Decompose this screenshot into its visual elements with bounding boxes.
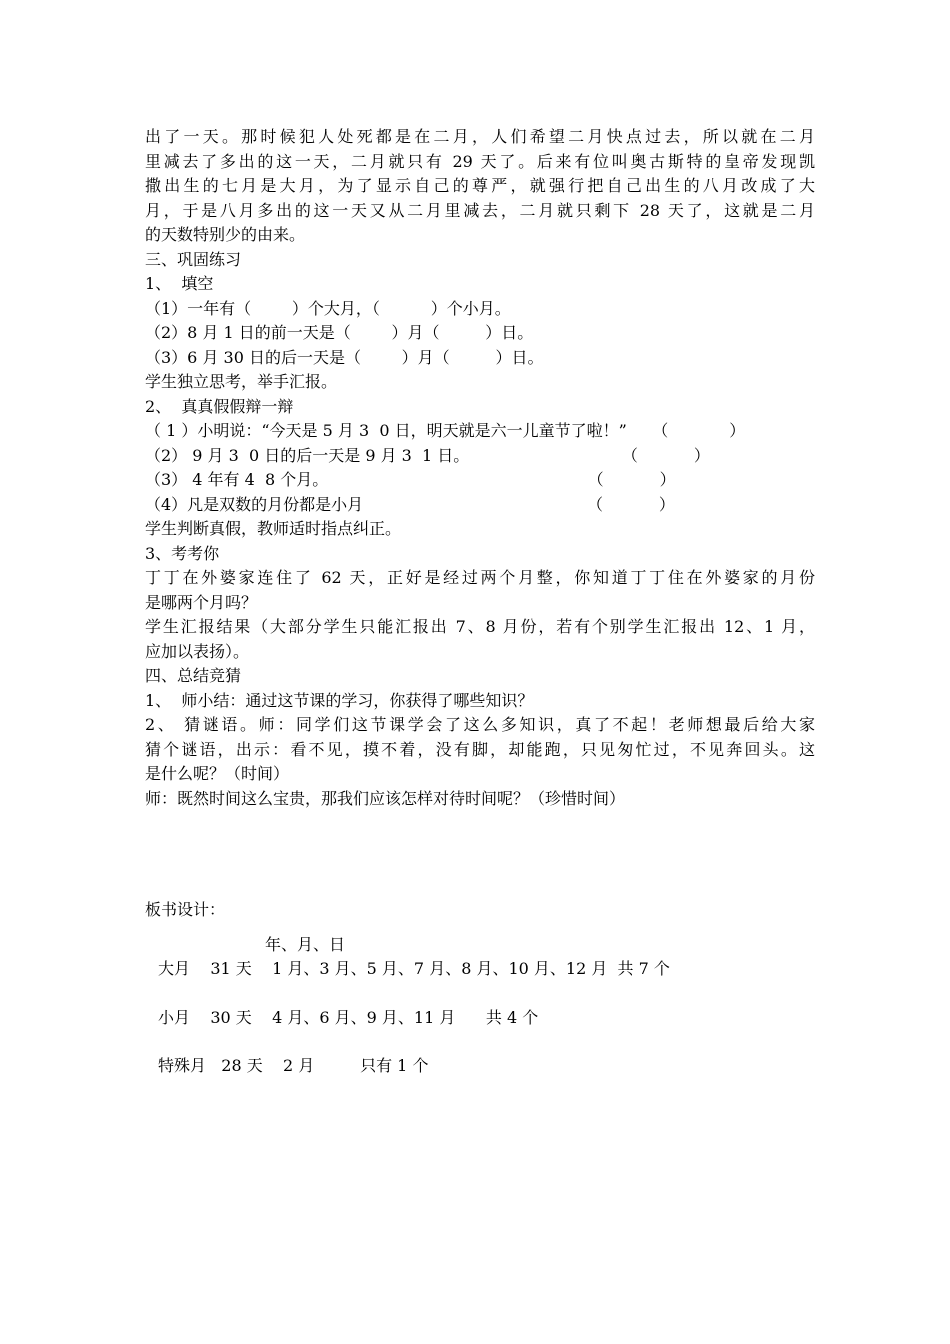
paragraph-line: 师：既然时间这么宝贵，那我们应该怎样对待时间呢？（珍惜时间）	[145, 788, 626, 808]
paragraph-line: 1、 师小结：通过这节课的学习，你获得了哪些知识？	[145, 690, 534, 710]
section-heading: 四、总结竞猜	[145, 666, 242, 685]
paragraph-line: 2、 猜谜语。师：同学们这节课学会了这么多知识，真了不起！老师想最后给大家	[145, 715, 815, 734]
board-row-big-month: 大月 31 天 1 月、3 月、5 月、7 月、8 月、10 月、12 月 共 7 个	[158, 959, 670, 978]
teaching-note: 应加以表扬）。	[145, 641, 250, 661]
paragraph-line: 月，于是八月多出的这一天又从二月里减去，二月就只剩下 28 天了，这就是二月	[145, 200, 815, 220]
teaching-note: 学生独立思考，举手汇报。	[145, 372, 338, 391]
section-heading: 三、巩固练习	[145, 249, 242, 269]
true-false-item: （ 1 ）小明说：“今天是 5 月 3 0 日，明天就是六一儿童节了啦！” （ ）	[145, 421, 746, 440]
paragraph-line: 丁丁在外婆家连住了 62 天，正好是经过两个月整，你知道丁丁住在外婆家的月份	[145, 568, 815, 587]
teaching-note: 学生汇报结果（大部分学生只能汇报出 7、8 月份，若有个别学生汇报出 12、1 月，	[145, 617, 815, 636]
board-title: 板书设计：	[145, 900, 226, 919]
paragraph-line: 出了一天。那时候犯人处死都是在二月，人们希望二月快点过去，所以就在二月	[145, 127, 815, 146]
board-heading: 年、月、日	[265, 934, 346, 954]
board-row-small-month: 小月 30 天 4 月、6 月、9 月、11 月 共 4 个	[158, 1007, 539, 1027]
paragraph-line: 里减去了多出的这一天，二月就只有 29 天了。后来有位叫奥古斯特的皇帝发现凯	[145, 151, 815, 171]
fill-blank-item: （3）6 月 30 日的后一天是（ ）月（ ）日。	[145, 347, 544, 367]
fill-blank-item: （1）一年有（ ）个大月，（ ）个小月。	[145, 298, 511, 318]
board-row-special-month: 特殊月 28 天 2 月 只有 1 个	[158, 1056, 429, 1075]
paragraph-line: 猜个谜语，出示：看不见，摸不着，没有脚，却能跑，只见匆忙过，不见奔回头。这	[145, 739, 815, 759]
exercise-title: 2、 真真假假辩一辩	[145, 396, 294, 416]
paragraph-line: 是哪两个月吗？	[145, 592, 258, 612]
true-false-item: （3） 4 年有 4 8 个月。 （ ）	[145, 470, 676, 489]
blackboard-design	[145, 898, 815, 1079]
fill-blank-item: （2）8 月 1 日的前一天是（ ）月（ ）日。	[145, 323, 534, 342]
exercise-title: 3、考考你	[145, 543, 220, 563]
teaching-note: 学生判断真假，教师适时指点纠正。	[145, 519, 402, 538]
true-false-item: （2） 9 月 3 0 日的后一天是 9 月 3 1 日。 （ ）	[145, 445, 710, 465]
true-false-item: （4）凡是双数的月份都是小月 （ ）	[145, 494, 675, 514]
exercise-title: 1、 填空	[145, 274, 214, 293]
lesson-plan-body	[145, 125, 815, 811]
paragraph-line: 是什么呢？（时间）	[145, 764, 290, 783]
paragraph-line: 的天数特别少的由来。	[145, 225, 306, 244]
paragraph-line: 撒出生的七月是大月，为了显示自己的尊严，就强行把自己出生的八月改成了大	[145, 176, 815, 195]
